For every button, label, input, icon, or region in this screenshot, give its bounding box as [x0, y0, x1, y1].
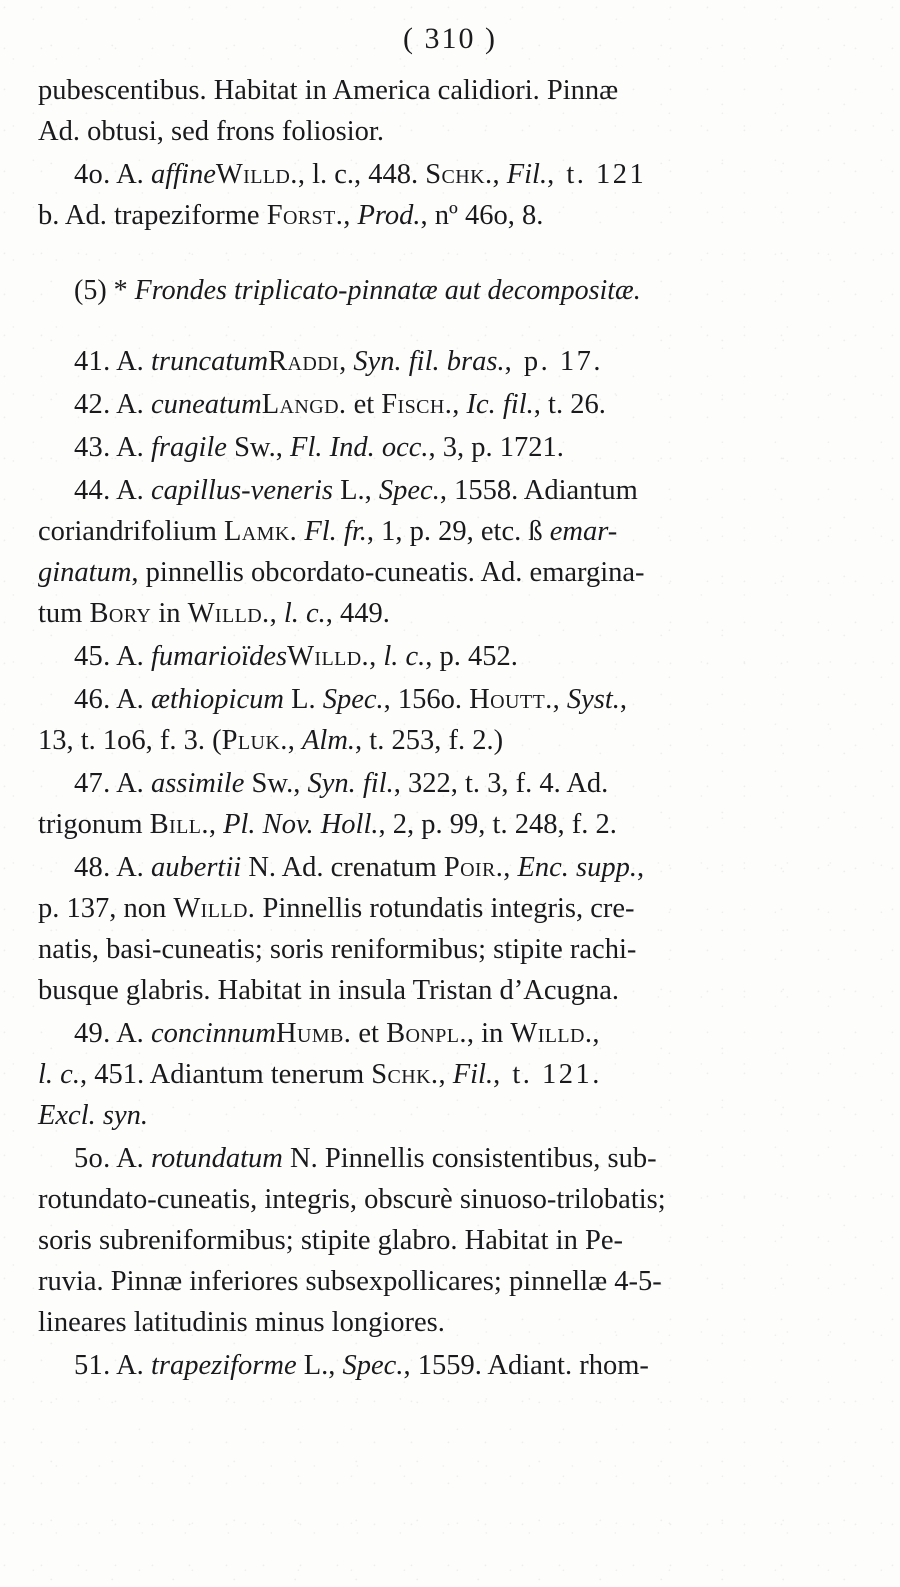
entry-50-line3: soris subreniformibus; stipite glabro. Habitat in Pe- — [38, 1225, 623, 1256]
entry-50-number: 5o. — [74, 1143, 111, 1174]
entry-40-authority-1: Willd. — [215, 159, 298, 190]
entry-44-line3-italic: ginatum — [38, 557, 132, 588]
entry-49-line2-b: , — [438, 1059, 453, 1090]
entry-46-line2-work: Alm. — [302, 725, 356, 756]
entry-51-sep: L., — [296, 1350, 343, 1381]
entry-45-species: fumarioïdes — [150, 641, 288, 672]
entry-40-line2-a: b. Ad. trapeziforme — [38, 200, 267, 231]
entry-46-ref: , 156o. — [383, 684, 470, 715]
entry-47-line2-c: , 2, p. 99, t. 248, f. 2. — [378, 809, 617, 840]
entry-48 — [38, 847, 858, 1011]
entry-42-number: 42. — [74, 389, 111, 420]
entry-41-genus: A. — [116, 346, 151, 377]
entry-44-line4-work: l. c. — [283, 598, 326, 629]
section-heading-marker: (5) * — [74, 275, 128, 306]
entry-47 — [38, 763, 858, 845]
entry-48-line2-b: Pinnellis rotundatis integris, cre- — [255, 893, 635, 924]
entry-49-authority-2: Bonpl. — [386, 1018, 467, 1049]
entry-43-species: fragile — [150, 432, 227, 463]
entry-44-line4-authority-1: Bory — [89, 598, 152, 629]
entry-49-authority-1: Humb. — [276, 1018, 352, 1049]
entry-51-number: 51. — [74, 1350, 111, 1381]
entry-49-authority-3: Willd. — [510, 1018, 593, 1049]
entry-40-ref-2: , — [492, 159, 507, 190]
entry-40-line2-work: Prod. — [357, 200, 421, 231]
entry-48-species: aubertii — [150, 852, 242, 883]
entry-41-species: truncatum — [150, 346, 269, 377]
entry-51 — [38, 1345, 858, 1386]
entry-44-line2-authority: Lamk. — [224, 516, 298, 547]
entry-40-genus: A. — [116, 159, 151, 190]
entry-49-number: 49. — [74, 1018, 111, 1049]
entry-44-species: capillus-veneris — [150, 475, 333, 506]
entry-46-species: æthiopicum — [150, 684, 284, 715]
entry-50-line4: ruvia. Pinnæ inferiores subsexpollicares; pinnellæ 4-5- — [38, 1266, 662, 1297]
entry-48-number: 48. — [74, 852, 111, 883]
section-heading — [38, 270, 858, 311]
entry-51-species: trapeziforme — [150, 1350, 297, 1381]
entry-44-line4-authority-2: Willd. — [187, 598, 270, 629]
entry-40-ref-3: , t. 121 — [547, 159, 647, 190]
paragraph-continued — [38, 70, 858, 152]
entry-43-ref: , 3, p. 1721. — [428, 432, 564, 463]
entry-51-genus: A. — [116, 1350, 151, 1381]
entry-45-genus: A. — [116, 641, 151, 672]
entry-44-line2-c: , 1, p. 29, etc. ß — [366, 516, 550, 547]
entry-47-line2-work: Pl. Nov. Holl. — [223, 809, 379, 840]
entry-50-genus: A. — [116, 1143, 151, 1174]
entry-49-species: concinnum — [150, 1018, 276, 1049]
entry-44-line4-a: tum — [38, 598, 90, 629]
entry-50-line5: lineares latitudinis minus longiores. — [38, 1307, 445, 1338]
entry-49-line2-work-2: Fil. — [452, 1059, 494, 1090]
entry-43-sep: Sw., — [226, 432, 291, 463]
entry-47-ref: , 322, t. 3, f. 4. Ad. — [393, 768, 609, 799]
entry-44-line2-italic: emar- — [549, 516, 618, 547]
entry-44-sep: L., — [332, 475, 379, 506]
entry-46-line2-authority: Pluk. — [221, 725, 288, 756]
entry-44-line4-b: in — [151, 598, 188, 629]
entry-48-authority: Poir. — [443, 852, 504, 883]
entry-44-ref: , 1558. Adiantum — [439, 475, 638, 506]
entry-43-number: 43. — [74, 432, 111, 463]
entry-40-work: Fil. — [506, 159, 548, 190]
entry-51-work: Spec. — [342, 1350, 404, 1381]
entry-42-ref: , t. 26. — [533, 389, 606, 420]
entry-45-authority: Willd. — [287, 641, 370, 672]
entry-46-authority: Houtt. — [469, 684, 553, 715]
entry-44-genus: A. — [116, 475, 151, 506]
entry-47-number: 47. — [74, 768, 111, 799]
entry-47-species: assimile — [150, 768, 245, 799]
entry-48-line3: natis, basi-cuneatis; soris reniformibus; stipite rachi- — [38, 934, 637, 965]
entry-46 — [38, 679, 858, 761]
entry-47-genus: A. — [116, 768, 151, 799]
entry-42-sep: et — [346, 389, 382, 420]
entry-42-genus: A. — [116, 389, 151, 420]
entry-41-ref: , p. 17. — [504, 346, 603, 377]
entry-50-line2: rotundato-cuneatis, integris, obscurè sinuoso-trilobatis; — [38, 1184, 666, 1215]
entry-42-species: cuneatum — [150, 389, 262, 420]
entry-44-work: Spec. — [378, 475, 440, 506]
entry-49 — [38, 1013, 858, 1136]
entry-46-tail: , — [619, 684, 628, 715]
entry-48-sep2: , — [503, 852, 518, 883]
entry-47-work: Syn. fil. — [307, 768, 394, 799]
entry-50 — [38, 1138, 858, 1343]
entry-44-line4-c: , — [269, 598, 284, 629]
entry-47-line2-a: trigonum — [38, 809, 150, 840]
entry-45 — [38, 636, 858, 677]
entry-47-line2-authority: Bill. — [149, 809, 209, 840]
entry-46-work: Spec. — [322, 684, 384, 715]
entry-50-desc: N. Pinnellis consistentibus, sub- — [282, 1143, 657, 1174]
entry-41-number: 41. — [74, 346, 111, 377]
entry-41-authority: Raddi — [268, 346, 340, 377]
entry-49-sep2: , in — [466, 1018, 511, 1049]
entry-46-work-2: Syst. — [566, 684, 620, 715]
entry-42-authority-2: Fisch. — [381, 389, 453, 420]
entry-40-line2-c: , nº 46o, 8. — [420, 200, 544, 231]
entry-45-ref: , p. 452. — [425, 641, 518, 672]
entry-42-work: Ic. fil. — [466, 389, 534, 420]
page-number: ( 310 ) — [403, 22, 497, 55]
entry-41-sep: , — [339, 346, 354, 377]
entry-49-line2-authority: Schk. — [371, 1059, 439, 1090]
entry-42-sep2: , — [452, 389, 467, 420]
entry-44-line2-a: coriandrifolium — [38, 516, 224, 547]
entry-40-number: 4o. — [74, 159, 111, 190]
entry-49-genus: A. — [116, 1018, 151, 1049]
entry-49-line2-a: , 451. Adiantum tenerum — [79, 1059, 372, 1090]
entry-50-species: rotundatum — [150, 1143, 283, 1174]
entry-40-ref-1: , l. c., 448. — [297, 159, 426, 190]
entry-41 — [38, 341, 858, 382]
entry-45-sep: , — [369, 641, 384, 672]
entry-46-sep: L. — [283, 684, 323, 715]
entry-44 — [38, 470, 858, 634]
entry-49-sep: et — [351, 1018, 387, 1049]
entry-48-sep: N. Ad. crenatum — [241, 852, 444, 883]
entry-46-line2-c: , t. 253, f. 2.) — [355, 725, 504, 756]
entry-43 — [38, 427, 858, 468]
entry-48-line2-authority: Willd. — [173, 893, 256, 924]
entry-46-number: 46. — [74, 684, 111, 715]
entry-44-number: 44. — [74, 475, 111, 506]
entry-45-number: 45. — [74, 641, 111, 672]
entry-48-line4: busque glabris. Habitat in insula Tristan d’Acugna. — [38, 975, 620, 1006]
entry-46-line2-a: 13, t. 1o6, f. 3. ( — [38, 725, 222, 756]
entry-43-genus: A. — [116, 432, 151, 463]
continued-line-1: pubescentibus. Habitat in America calidiori. Pinnæ — [38, 75, 619, 106]
entry-47-line2-b: , — [208, 809, 224, 840]
entry-40-authority-2: Schk. — [425, 159, 493, 190]
entry-41-work: Syn. fil. bras. — [353, 346, 505, 377]
entry-48-genus: A. — [116, 852, 151, 883]
entry-42 — [38, 384, 858, 425]
entry-49-tail: , — [592, 1018, 600, 1049]
entry-44-line3-a: , pinnellis obcordato-cuneatis. Ad. emargina- — [131, 557, 645, 588]
entry-40 — [38, 154, 858, 236]
entry-46-genus: A. — [116, 684, 151, 715]
entry-43-work: Fl. Ind. occ. — [290, 432, 429, 463]
entry-46-line2-b: , — [287, 725, 302, 756]
entry-44-line4-d: , 449. — [325, 598, 390, 629]
entry-40-line2-authority: Forst. — [266, 200, 344, 231]
entry-49-line2-work: l. c. — [38, 1059, 80, 1090]
entry-49-line2-c: , t. 121. — [493, 1059, 602, 1090]
section-heading-title: Frondes triplicato-pinnatæ aut decompositæ. — [134, 275, 641, 306]
entry-49-line3: Excl. syn. — [38, 1100, 148, 1131]
entry-47-sep: Sw., — [244, 768, 308, 799]
continued-line-2: Ad. obtusi, sed frons foliosior. — [38, 116, 384, 147]
entry-45-work: l. c. — [383, 641, 426, 672]
entry-40-line2-b: , — [343, 200, 358, 231]
entry-51-ref: , 1559. Adiant. rhom- — [403, 1350, 649, 1381]
entry-44-line2-work: Fl. fr. — [304, 516, 367, 547]
entry-46-sep2: , — [552, 684, 567, 715]
entry-40-species: affine — [150, 159, 216, 190]
entry-48-line2-a: p. 137, non — [38, 893, 174, 924]
entry-42-authority-1: Langd. — [261, 389, 347, 420]
page-body — [38, 70, 858, 1386]
entry-48-work: Enc. supp. — [517, 852, 638, 883]
entry-48-tail: , — [637, 852, 645, 883]
